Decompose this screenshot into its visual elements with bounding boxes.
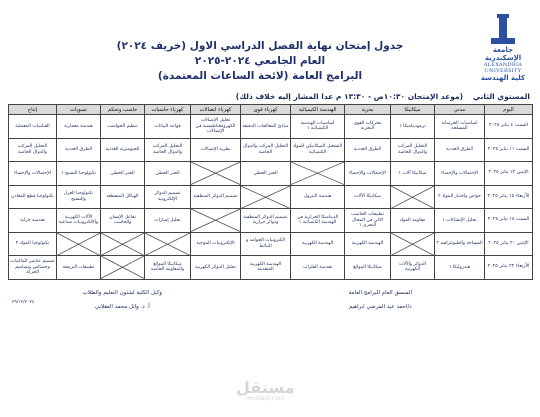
no-exam-cell [191, 162, 241, 186]
cross-out-icon [101, 256, 144, 279]
subject-cell: مبادئ المعالجات الدقيقة [241, 115, 291, 139]
table-row [9, 232, 533, 256]
subject-cell: تحليل الدوائر الكهربية [191, 256, 241, 280]
day-cell: الإثنين ١٣ يناير ٢٠٢٥ [485, 162, 533, 186]
subject-cell: تصميم عناصر الماكينات وخصائص وتصاميم الحركة [9, 256, 57, 280]
subject-cell: اساسيات الخرسانة المسلحة [435, 115, 485, 139]
column-header: كهرباء قوى [241, 105, 291, 115]
exam-time-note: (موعد الإمتحان ١٠:٣٠ص - ١٣:٣٠ م عدا المشار إليه خلاف ذلك) [235, 92, 464, 101]
subject-cell: ميكانيكا الموائع [345, 256, 391, 280]
subject-cell: التحليل المركب والدوال الخاصة [9, 138, 57, 162]
table-header-row [9, 105, 533, 115]
subject-cell: الكترونيات الجوامد و النبائط [241, 232, 291, 256]
subject-cell: ميكانيكا الآلات [345, 185, 391, 209]
subject-cell: الإلكترونيات الموجية [191, 232, 241, 256]
subject-cell: الطرق العددية [435, 138, 485, 162]
subject-cell: الآلات الكهربية والالكترونيات صناعية [57, 209, 101, 233]
subject-cell: الإحتمالات والإحصاء [345, 162, 391, 186]
vice-dean-role: وكيل الكلية لشئون التعليم والطلاب [82, 289, 162, 296]
cross-out-icon [291, 162, 344, 185]
column-header: إنتاج [9, 105, 57, 115]
no-exam-cell [291, 162, 345, 186]
column-header: ميكانيكا [391, 105, 435, 115]
subject-cell: هيدروليكا ١ [435, 256, 485, 280]
level-name: المستوي الثاني [473, 92, 530, 101]
university-logo [474, 14, 532, 82]
subject-cell: الإحتمالات والإحصاء [9, 162, 57, 186]
coordinator-role: المنسق العام للبرامج العامة [348, 289, 412, 296]
subject-cell: تكنولوجيا المواد ٢ [9, 232, 57, 256]
subject-cell: تحليل الإتصالات الكهرومغناطيسية في الإتصالات [191, 115, 241, 139]
subject-cell: الجبر الخطي [145, 162, 191, 186]
subject-cell: تكنولوجيا التسيج ١ [57, 162, 101, 186]
no-exam-cell [101, 256, 145, 280]
subject-cell: التحليل المركب والدوال الخاصة [145, 138, 191, 162]
logo-english-name-1: ALEXANDRIA [483, 62, 523, 68]
no-exam-cell [391, 232, 435, 256]
subject-cell: هندسة البترول [291, 185, 345, 209]
subject-cell: الطرق العددية [345, 138, 391, 162]
subject-cell: القياسات المعملية [9, 115, 57, 139]
subject-cell: التحليل المركب والدوال الخاصة [391, 138, 435, 162]
subject-cell: الجبر الخطي [241, 162, 291, 186]
cross-out-icon [101, 233, 144, 256]
no-exam-cell [57, 232, 101, 256]
no-exam-cell [241, 185, 291, 209]
day-cell: الأربعاء ١٥ يناير ٢٠٢٥ [485, 185, 533, 209]
no-exam-cell [191, 209, 241, 233]
subject-cell: تطبيقات الحاسب الالي في المجال البحري ١ [345, 209, 391, 233]
subject-cell: أساسيات الهندسة الكيميائية ١ [291, 115, 345, 139]
exam-timetable-sheet [8, 6, 532, 330]
subject-cell: تحليل الإنشاءات ١ [435, 209, 485, 233]
subject-cell: مقاومة المواد [391, 209, 435, 233]
subject-cell: ثرموديناميكا ١ [391, 115, 435, 139]
day-cell: السبت ١٨ يناير ٢٠٢٥ [485, 209, 533, 233]
cross-out-icon [145, 233, 190, 256]
column-header: اليوم [485, 105, 533, 115]
subject-cell: الإحتمالات والإحصاء [435, 162, 485, 186]
day-cell: الأربعاء ٢٢ يناير ٢٠٢٥ [485, 256, 533, 280]
day-cell: السبت ١١ يناير ٢٠٢٥ [485, 138, 533, 162]
column-header: كهرباء حاسبات [145, 105, 191, 115]
cross-out-icon [191, 162, 240, 185]
level-line [8, 92, 530, 101]
title-exam: جدول إمتحان نهاية الفصل الدراسي الاول (خريف ٢٠٢٤) [116, 40, 404, 52]
title-block [48, 6, 472, 82]
subject-cell: خواص واختبار المواد ٢ [435, 185, 485, 209]
subject-cell: تحليل إشارات [145, 209, 191, 233]
table-row [9, 256, 533, 280]
column-header: الهندسة الكيميائية [291, 105, 345, 115]
subject-cell: التشغيل الميكانيكي للمواد الكيميائية [291, 138, 345, 162]
subject-cell: نظرية الإتصالات [191, 138, 241, 162]
subject-cell: محركات القوى البحرية [345, 115, 391, 139]
watermark-arabic: مستقل [236, 378, 295, 397]
cross-out-icon [391, 186, 434, 209]
vice-dean-name: أ. د. وائل محمد العقلاني [94, 303, 150, 310]
subject-cell: التحليل المركب والدوال الخاصة [241, 138, 291, 162]
subject-cell: ميكانيكا آلات ١ [391, 162, 435, 186]
cross-out-icon [391, 233, 434, 256]
cross-out-icon [57, 233, 100, 256]
issue-date: ٢٩/١٢/٢٠٢٤ [12, 299, 35, 305]
subject-cell: تصميم الدوائر المنطقية ودوائر حرارية [241, 209, 291, 233]
cross-out-icon [191, 209, 240, 232]
watermark-english: mostaql.com [245, 395, 285, 402]
subject-cell: الجبر الخطي [101, 162, 145, 186]
document-header [8, 6, 532, 92]
subject-cell: تكنولوجيا قطع المعادن [9, 185, 57, 209]
table-row [9, 185, 533, 209]
title-program: البرامج العامة (لائحة الساعات المعتمدة) [157, 70, 363, 82]
exam-schedule-table [8, 104, 533, 280]
title-academic-year: العام الجامعي ٢٠٢٤-٢٠٢٥ [194, 55, 326, 67]
no-exam-cell [145, 232, 191, 256]
column-header: تسويات [57, 105, 101, 115]
day-cell: الإثنين ٢٠ يناير ٢٠٢٥ [485, 232, 533, 256]
coordinator-signature [349, 290, 412, 310]
subject-cell: تصميم الدوائر الإلكترونية [145, 185, 191, 209]
subject-cell: الدوائر والآلات الكهربية [391, 256, 435, 280]
subject-cell: ميكانيكا الموائع والمقاومة الخاصة [145, 256, 191, 280]
table-row [9, 138, 533, 162]
logo-arabic-name: جامعة الإسكندرية [484, 46, 522, 62]
lighthouse-icon [488, 14, 518, 46]
logo-english-name-2: UNIVERSITY [484, 68, 522, 74]
logo-faculty-name: كلية الهندسة [480, 74, 526, 82]
day-cell: السبت ٤ يناير ٢٠٢٥ [485, 115, 533, 139]
subject-cell: تطبيقات البرمجة [57, 256, 101, 280]
subject-cell: الجيومترية العددية [101, 138, 145, 162]
subject-cell: تنظيم الحواسب [101, 115, 145, 139]
no-exam-cell [101, 232, 145, 256]
signature-footer [8, 290, 532, 330]
cross-out-icon [241, 186, 290, 209]
table-row [9, 209, 533, 233]
subject-cell: الهياكل المتقطعة [101, 185, 145, 209]
column-header: كهرباء اتصالات [191, 105, 241, 115]
subject-cell: هندسة جراية [9, 209, 57, 233]
table-row [9, 162, 533, 186]
subject-cell: الهندسة الكهربية [345, 232, 391, 256]
vice-dean-signature [83, 290, 162, 310]
subject-cell: تفاعل الإنسان والحاسب [101, 209, 145, 233]
subject-cell: قواعد البيانات [145, 115, 191, 139]
column-header: مدني [435, 105, 485, 115]
subject-cell: الطرق العددية [57, 138, 101, 162]
column-header: حاسب وتحكم [101, 105, 145, 115]
subject-cell: هندسة معمارية [57, 115, 101, 139]
column-header: بحرية [345, 105, 391, 115]
no-exam-cell [391, 185, 435, 209]
subject-cell: تكنولوجيا الغزل والتسيج [57, 185, 101, 209]
subject-cell: تصميم الدوائر المنطقية [191, 185, 241, 209]
subject-cell: هندسة الفلزات [291, 256, 345, 280]
table-body [9, 115, 533, 280]
subject-cell: الديناميكا الحرارية في الهندسة الكيميائية ١ [291, 209, 345, 233]
table-row [9, 115, 533, 139]
coordinator-name: د/احمد عبد المرضي ابراهيم [348, 303, 412, 310]
subject-cell: الهندسة الكهربية المتقدمة [241, 256, 291, 280]
subject-cell: الهندسة الكهربية [291, 232, 345, 256]
subject-cell: المساحة والطبوغرافيه ٢ [435, 232, 485, 256]
mostaql-watermark [236, 378, 295, 402]
